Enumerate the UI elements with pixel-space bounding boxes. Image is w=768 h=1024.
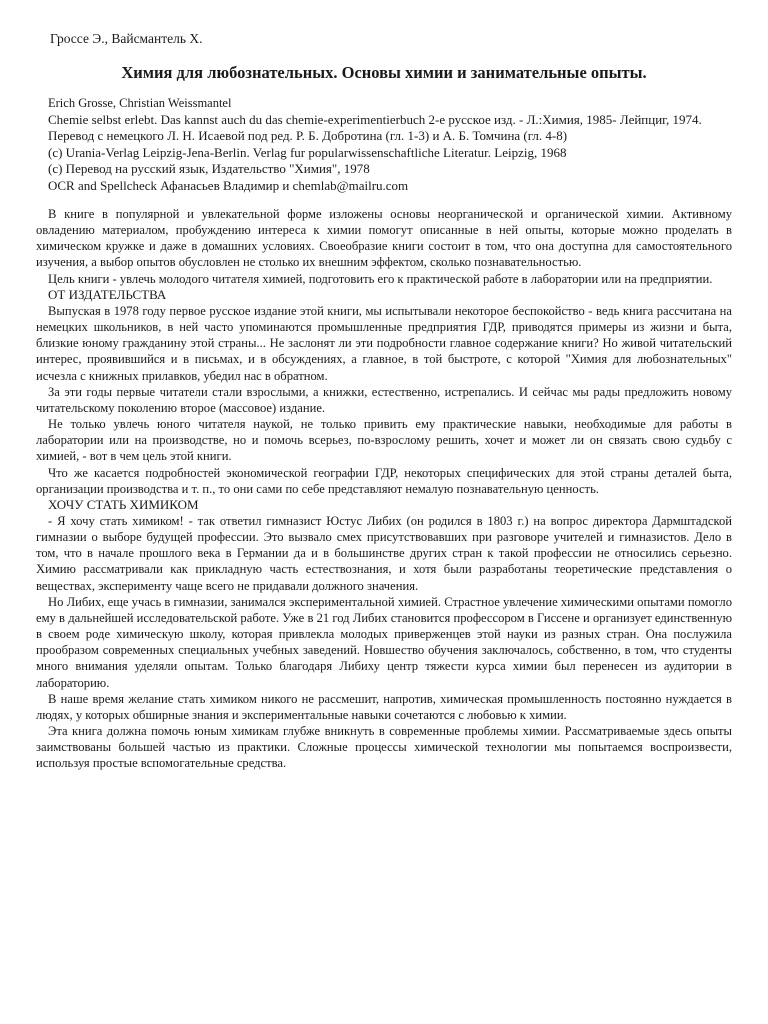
ocr-credit: OCR and Spellcheck Афанасьев Владимир и chemlab@mailru.com — [48, 177, 409, 193]
section-heading-publisher: ОТ ИЗДАТЕЛЬСТВА — [48, 286, 167, 302]
book-title: Химия для любознательных. Основы химии и занимательные опыты. — [121, 63, 647, 82]
paragraph: Что же касается подробностей экономической географии ГДР, некоторых специфических для этой страны деталей быта, организации производства и т. п., то они сами по себе представляют немалую познавательную ценность. — [36, 465, 732, 496]
copyright-translation: (c) Перевод на русский язык, Издательство "Химия", 1978 — [48, 161, 370, 176]
publication-info — [36, 95, 732, 194]
paragraph: Цель книги - увлечь молодого читателя химией, подготовить его к практической работе в лаборатории или на предприятии. — [48, 271, 713, 286]
paragraph: В наше время желание стать химиком никого не рассмешит, напротив, химическая промышленность постоянно нуждается в людях, у которых обширные знания и экспериментальные навыки сочетаются с любовью к химии. — [36, 691, 732, 722]
original-authors: Erich Grosse, Christian Weissmantel — [48, 96, 232, 110]
paragraph: За эти годы первые читатели стали взрослыми, а книжки, естественно, истрепались. И сейчас мы рады предложить новому читательскому поколению второе (массовое) издание. — [36, 384, 732, 415]
translation-info: Перевод с немецкого Л. Н. Исаевой под ред. Р. Б. Добротина (гл. 1-3) и А. Б. Томчина (гл. 4-8) — [48, 128, 568, 143]
paragraph: Выпуская в 1978 году первое русское издание этой книги, мы испытывали некоторое беспокойство - ведь книга рассчитана на немецких школьников, в ней часто упоминаются промышленные предприятия ГДР, приводятся примеры из жизни и быта, близкие юному гражданину этой страны... Не заслонят ли эти подробности главное содержание книги? Но живой читательский интерес, проявившийся и в письмах, и в обсуждениях, а главное, в той быстроте, с которой "Химия для любознательных" исчезла с книжных прилавков, убедил нас в обратном. — [36, 303, 732, 383]
authors: Гроссе Э., Вайсмантель Х. — [50, 31, 203, 46]
paragraph: - Я хочу стать химиком! - так ответил гимназист Юстус Либих (он родился в 1803 г.) на вопрос директора Дармштадской гимназии о выборе будущей профессии. Это вызвало смех присутствовавших при разговоре учителей и гимназистов. Дело в том, что в начале прошлого века в Германии да и в большинстве других стран к такой профессии не относились серьезно. Химию рассматривали как прикладную часть естествознания, и хотя были разработаны теоретические представления о веществах, эксперименту чаще всего не придавали должного значения. — [36, 513, 732, 593]
paragraph: В книге в популярной и увлекательной форме изложены основы неорганической и органической химии. Активному овладению материалом, пробуждению интереса к химии помогут описанные в ней опыты, которые можно проделать в химическом кружке и даже в домашних условиях. Своеобразие книги состоит в том, что она доступна для самостоятельного изучения, а выбор опытов обусловлен не столько их внешним эффектом, сколько познавательностью. — [36, 207, 732, 270]
body-text — [36, 206, 732, 771]
section-heading-chemist: ХОЧУ СТАТЬ ХИМИКОМ — [48, 496, 199, 512]
paragraph: Не только увлечь юного читателя наукой, не только привить ему практические навыки, необходимые для работы в лаборатории или на производстве, но и помочь всерьез, по-взрослому решить, хочет и может ли он связать свою судьбу с химией, - вот в чем цель этой книги. — [36, 417, 732, 464]
paragraph: Но Либих, еще учась в гимназии, занимался экспериментальной химией. Страстное увлечение химическими опытами помогло ему в дальнейшей исследовательской работе. Уже в 21 год Либих становится профессором в Гиссене и организует единственную в своем роде химическую школу, которая привлекла молодых приверженцев этой науки из разных стран. Она послужила прообразом современных специальных учебных заведений. Новшество обучения заключалось, собственно, в том, что студенты много внимания уделяли опытам. Только благодаря Либиху центр тяжести курса химии был перенесен из аудитории в лабораторию. — [36, 594, 732, 690]
original-title: Chemie selbst erlebt. Das kannst auch du das chemie-experimentierbuch 2-е русское изд. - Л.:Химия, 1985- Лейпциг, 1974. — [48, 111, 702, 127]
paragraph: Эта книга должна помочь юным химикам глубже вникнуть в современные проблемы химии. Рассматриваемые здесь опыты заимствованы большей частью из практики. Сложные процессы химической технологии мы попытаемся воспроизвести, используя простые вспомогательные средства. — [36, 724, 732, 771]
document-page — [36, 30, 732, 771]
copyright-original: (c) Urania-Verlag Leipzig-Jena-Berlin. Verlag fur popularwissenschaftliche Literatur. Leipzig, 1968 — [48, 144, 567, 160]
